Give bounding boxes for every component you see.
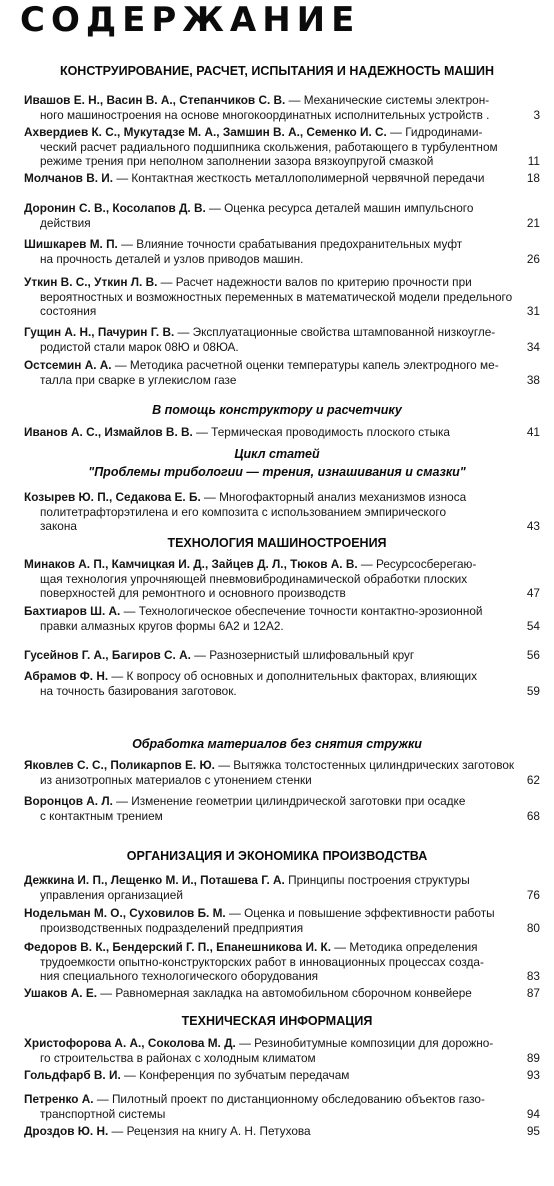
entry-line (24, 505, 532, 520)
entry-title-text: — Рецензия на книгу А. Н. Петухова (108, 1124, 311, 1138)
entry-line (24, 216, 532, 231)
entry-line (24, 1051, 532, 1066)
toc-entry[interactable] (24, 1036, 540, 1065)
entry-line (24, 648, 532, 663)
toc-entry[interactable] (24, 1068, 540, 1083)
entry-line (24, 201, 532, 216)
entry-title-text: трудоемкости опытно-конструкторских работ в инновационных процессах созда- (40, 954, 484, 969)
entry-page-number: 83 (526, 969, 540, 983)
toc-entry[interactable] (24, 325, 540, 354)
entry-line (24, 325, 532, 340)
toc-entry[interactable] (24, 986, 540, 1001)
entry-title-text: — Многофакторный анализ механизмов износа (200, 490, 467, 504)
toc-entry[interactable] (24, 237, 540, 266)
entry-page-number: 3 (533, 107, 540, 122)
entry-title-text: — Термическая проводимость плоского стыка (192, 425, 450, 439)
entry-page-number: 11 (527, 154, 540, 168)
toc-entry[interactable] (24, 669, 540, 698)
entry-line (24, 252, 532, 267)
entry-line (24, 888, 532, 903)
entry-title-text: — Ресурсосберегаю- (357, 557, 477, 571)
entry-title-text: управления организацией (40, 887, 183, 902)
entry-title-text: транспортной системы (40, 1106, 166, 1121)
entry-authors: Минаков А. П., Камчицкая И. Д., Зайцев Д. Л., Тюков А. В. (24, 557, 358, 571)
toc-entry[interactable] (24, 794, 540, 823)
entry-line (24, 93, 532, 108)
entry-line (24, 955, 532, 970)
entry-authors: Дежкина И. П., Лещенко М. И., Поташева Г. А. (24, 873, 285, 887)
entry-line (24, 171, 532, 186)
entry-title-text: действия (40, 215, 91, 230)
toc-entry[interactable] (24, 604, 540, 633)
entry-title-text: — Конференция по зубчатым передачам (120, 1068, 350, 1082)
entry-line (24, 873, 532, 888)
entry-page-number: 54 (526, 618, 540, 633)
entry-line (24, 519, 532, 534)
section-heading: ТЕХНОЛОГИЯ МАШИНОСТРОЕНИЯ (167, 536, 387, 550)
entry-page-number: 68 (526, 808, 540, 823)
toc-entry[interactable] (24, 358, 540, 387)
entry-title-text: — Технологическое обеспечение точности контактно-эрозионной (120, 604, 483, 618)
entry-title-text: родистой стали марок 08Ю и 08ЮА. (40, 339, 239, 354)
entry-page-number: 21 (526, 215, 540, 230)
entry-page-number: 80 (526, 920, 540, 935)
entry-line (24, 921, 532, 936)
entry-line (24, 373, 532, 388)
entry-title-text: с контактным трением (40, 808, 163, 823)
entry-line (24, 794, 532, 809)
entry-title-text: — Методика определения (330, 940, 478, 954)
entry-line (24, 1092, 532, 1107)
entry-title-text: — Изменение геометрии цилиндрической заготовки при осадке (112, 794, 466, 808)
entry-authors: Воронцов А. Л. (24, 794, 113, 808)
entry-title-text: состояния (40, 304, 97, 318)
entry-page-number: 59 (526, 683, 540, 698)
entry-page-number: 76 (526, 887, 540, 902)
toc-entry[interactable] (24, 275, 540, 319)
section-heading: ТЕХНИЧЕСКАЯ ИНФОРМАЦИЯ (181, 1014, 373, 1028)
entry-page-number: 87 (526, 986, 540, 1000)
entry-authors: Уткин В. С., Уткин Л. В. (24, 275, 158, 289)
entry-title-text: ческий расчет радиального подшипника скольжения, работающего в турбулентном (40, 139, 498, 154)
entry-page-number: 34 (526, 339, 540, 354)
toc-entry[interactable] (24, 758, 540, 787)
entry-title-text: на точность базирования заготовок. (40, 683, 237, 698)
entry-authors: Доронин С. В., Косолапов Д. В. (24, 201, 206, 215)
entry-authors: Дроздов Ю. Н. (24, 1124, 109, 1138)
section-heading: ОРГАНИЗАЦИЯ И ЭКОНОМИКА ПРОИЗВОДСТВА (126, 849, 428, 863)
entry-page-number: 47 (526, 586, 540, 600)
entry-title-text: — К вопросу об основных и дополнительных факторах, влияющих (108, 669, 477, 683)
entry-title-text: закона (40, 519, 77, 533)
entry-line (24, 108, 532, 123)
entry-page-number: 56 (526, 648, 540, 662)
entry-title-text: — Гидродинами- (386, 125, 483, 139)
entry-line (24, 940, 532, 955)
entry-line (24, 572, 532, 587)
entry-authors: Ушаков А. Е. (24, 986, 97, 1000)
entry-page-number: 89 (526, 1050, 540, 1065)
entry-page-number: 18 (526, 171, 540, 185)
entry-title-text: — Оценка и повышение эффективности работы (225, 906, 495, 920)
entry-title-text: щая технология упрочняющей пневмовибродинамической обработки плоских (40, 571, 468, 586)
entry-page-number: 31 (526, 304, 540, 318)
entry-line (24, 154, 532, 169)
entry-title-text: талла при сварке в углекислом газе (40, 372, 237, 387)
entry-title-text: — Расчет надежности валов по критерию прочности при (157, 275, 472, 289)
toc-entry[interactable] (24, 201, 540, 230)
entry-page-number: 95 (526, 1124, 540, 1138)
entry-authors: Христофорова А. А., Соколова М. Д. (24, 1036, 236, 1050)
entry-title-text: — Пилотный проект по дистанционному обследованию объектов газо- (93, 1092, 485, 1106)
entry-line (24, 969, 532, 984)
entry-page-number: 38 (526, 372, 540, 387)
entry-line (24, 1124, 532, 1139)
entry-authors: Гольдфарб В. И. (24, 1068, 121, 1082)
entry-line (24, 125, 532, 140)
entry-title-text: режиме трения при неполном заполнении зазора вязкоупругой смазкой (40, 154, 434, 168)
entry-authors: Бахтиаров Ш. А. (24, 604, 121, 618)
entry-page-number: 62 (526, 772, 540, 787)
entry-authors: Остсемин А. А. (24, 358, 112, 372)
entry-page-number: 26 (526, 251, 540, 266)
section-heading: Обработка материалов без снятия стружки (132, 737, 422, 751)
entry-title-text: — Контактная жесткость металлополимерной червячной передачи (113, 171, 485, 185)
entry-line (24, 340, 532, 355)
toc-entry[interactable] (24, 873, 540, 902)
entry-line (24, 1107, 532, 1122)
entry-line (24, 358, 532, 373)
toc-entry[interactable] (24, 425, 540, 440)
toc-entry[interactable] (24, 1124, 540, 1139)
entry-authors: Федоров В. К., Бендерский Г. П., Епанешникова И. К. (24, 940, 331, 954)
toc-entry[interactable] (24, 171, 540, 186)
entry-authors: Иванов А. С., Измайлов В. В. (24, 425, 193, 439)
entry-authors: Ивашов Е. Н., Васин В. А., Степанчиков С. В. (24, 93, 286, 107)
section-heading: КОНСТРУИРОВАНИЕ, РАСЧЕТ, ИСПЫТАНИЯ И НАДЕЖНОСТЬ МАШИН (59, 64, 495, 78)
entry-line (24, 809, 532, 824)
entry-title-text: го строительства в районах с холодным климатом (40, 1050, 316, 1065)
entry-authors: Ахвердиев К. С., Мукутадзе М. А., Замшин В. А., Семенко И. С. (24, 125, 387, 139)
page-title: СОДЕРЖАНИЕ (20, 0, 361, 40)
entry-page-number: 41 (526, 425, 540, 439)
entry-title-text: из анизотропных материалов с утонением стенки (40, 772, 312, 787)
entry-title-text: Принципы построения структуры (284, 873, 470, 887)
entry-title-text: поверхностей для ремонтного и основного производств (40, 586, 346, 600)
entry-authors: Гусейнов Г. А., Багиров С. А. (24, 648, 191, 662)
toc-entry[interactable] (24, 940, 540, 984)
entry-line (24, 425, 532, 440)
entry-title-text: ного машиностроения на основе многокоординатных исполнительных устройств . (40, 107, 490, 122)
entry-title-text: — Методика расчетной оценки температуры капель электродного ме- (111, 358, 499, 372)
entry-title-text: — Резинобитумные композиции для дорожно- (235, 1036, 494, 1050)
entry-authors: Гущин А. Н., Пачурин Г. В. (24, 325, 175, 339)
entry-title-text: — Механические системы электрон- (285, 93, 490, 107)
entry-line (24, 684, 532, 699)
entry-authors: Козырев Ю. П., Седакова Е. Б. (24, 490, 201, 504)
entry-title-text: производственных подразделений предприятия (40, 920, 304, 935)
entry-authors: Петренко А. (24, 1092, 94, 1106)
toc-entry[interactable] (24, 557, 540, 601)
entry-title-text: правки алмазных кругов формы 6А2 и 12А2. (40, 618, 284, 633)
entry-line (24, 758, 532, 773)
toc-entry[interactable] (24, 906, 540, 935)
entry-line (24, 490, 532, 505)
section-heading: В помощь конструктору и расчетчику (152, 403, 402, 417)
entry-line (24, 586, 532, 601)
entry-title-text: — Равномерная закладка на автомобильном сборочном конвейере (97, 986, 472, 1000)
entry-page-number: 93 (526, 1068, 540, 1082)
entry-line (24, 1068, 532, 1083)
entry-title-text: — Вытяжка толстостенных цилиндрических заготовок (214, 758, 515, 772)
entry-title-text: на прочность деталей и узлов приводов машин. (40, 251, 304, 266)
entry-line (24, 557, 532, 572)
entry-authors: Яковлев С. С., Поликарпов Е. Ю. (24, 758, 215, 772)
toc-entry[interactable] (24, 93, 540, 122)
entry-line (24, 237, 532, 252)
entry-line (24, 1036, 532, 1051)
entry-line (24, 669, 532, 684)
entry-line (24, 304, 532, 319)
entry-line (24, 275, 532, 290)
entry-line (24, 986, 532, 1001)
entry-line (24, 773, 532, 788)
section-subheading: "Проблемы трибологии — трения, изнашивания и смазки" (88, 465, 466, 479)
entry-authors: Молчанов В. И. (24, 171, 114, 185)
entry-line (24, 906, 532, 921)
entry-title-text: — Влияние точности срабатывания предохранительных муфт (117, 237, 463, 251)
toc-entry[interactable] (24, 490, 540, 534)
entry-authors: Абрамов Ф. Н. (24, 669, 109, 683)
entry-title-text: — Разнозернистый шлифовальный круг (190, 648, 415, 662)
toc-entry[interactable] (24, 648, 540, 663)
entry-line (24, 619, 532, 634)
entry-line (24, 290, 532, 305)
entry-title-text: политетрафторэтилена и его композита с использованием эмпирического (40, 504, 447, 519)
entry-authors: Нодельман М. О., Суховилов Б. М. (24, 906, 226, 920)
entry-title-text: ния специального технологического оборудования (40, 969, 319, 983)
section-heading: Цикл статей (234, 447, 320, 461)
entry-line (24, 604, 532, 619)
entry-title-text: — Эксплуатационные свойства штампованной низкоугле- (174, 325, 496, 339)
entry-page-number: 43 (526, 519, 540, 533)
entry-authors: Шишкарев М. П. (24, 237, 118, 251)
entry-page-number: 94 (526, 1106, 540, 1121)
entry-title-text: — Оценка ресурса деталей машин импульсного (205, 201, 474, 215)
entry-line (24, 140, 532, 155)
entry-title-text: вероятностных и возможностных переменных в математической модели предельного (40, 289, 513, 304)
toc-entry[interactable] (24, 1092, 540, 1121)
toc-entry[interactable] (24, 125, 540, 169)
